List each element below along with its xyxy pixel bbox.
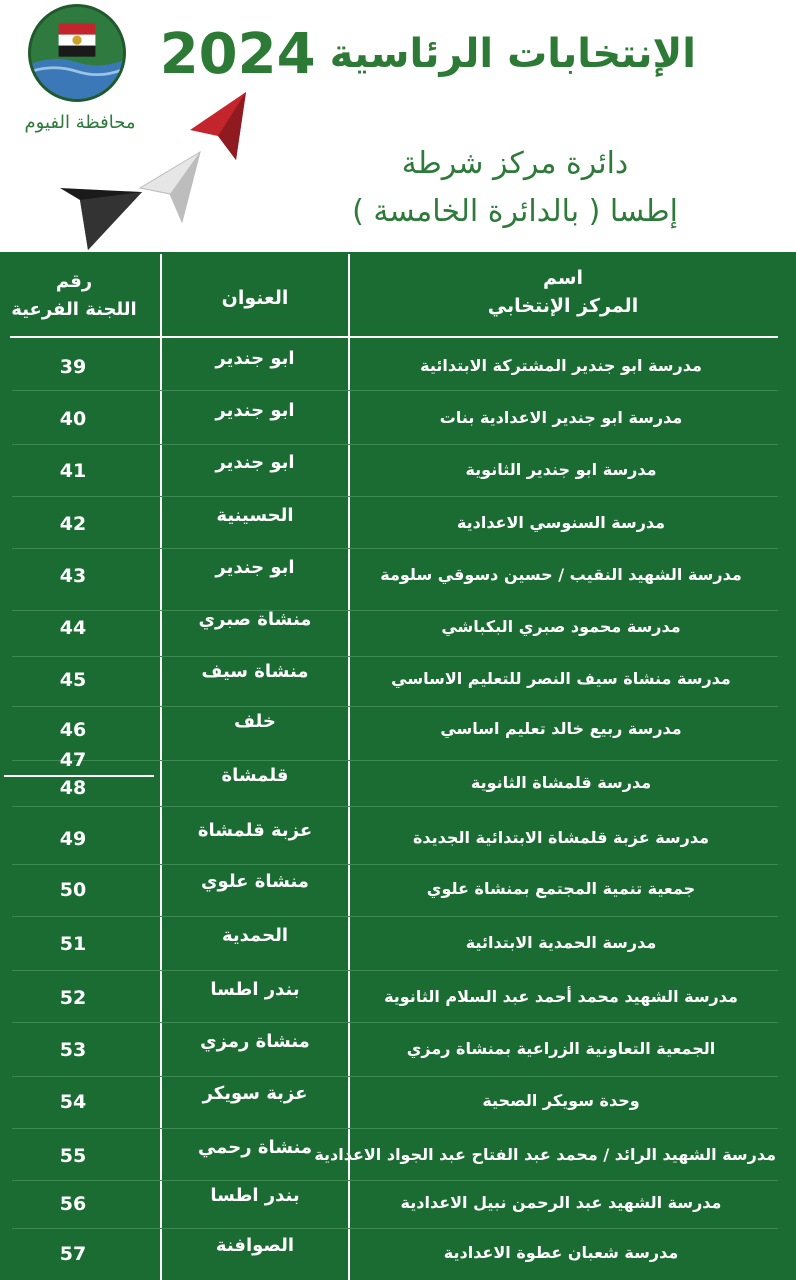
- column-header-name-line2: المركز الإنتخابي: [487, 295, 639, 317]
- station-name: مدرسة ابو جندير الثانوية: [465, 460, 657, 479]
- subcommittee-number: 50: [59, 879, 87, 901]
- station-address: خلف: [234, 711, 276, 732]
- station-name: مدرسة عزبة قلمشاة الابتدائية الجديدة: [412, 828, 709, 847]
- station-name: الجمعية التعاونية الزراعية بمنشاة رمزي: [406, 1039, 716, 1058]
- station-address: ابو جندير: [215, 348, 295, 369]
- row-separator: [12, 916, 778, 917]
- column-divider: [348, 254, 350, 336]
- subcommittee-number: 57: [59, 1243, 87, 1265]
- row-separator: [12, 444, 778, 445]
- subcommittee-number: 55: [59, 1145, 87, 1167]
- station-name: مدرسة السنوسي الاعدادية: [456, 513, 666, 532]
- column-header-name-line1: اسم: [542, 267, 584, 289]
- subcommittee-number: 39: [59, 356, 87, 378]
- row-separator: [12, 1228, 778, 1229]
- station-name: مدرسة الشهيد عبد الرحمن نبيل الاعدادية: [400, 1193, 722, 1212]
- row-separator: [12, 970, 778, 971]
- row-separator: [12, 806, 778, 807]
- station-name: وحدة سويكر الصحية: [482, 1091, 640, 1110]
- station-name: مدرسة الشهيد محمد أحمد عبد السلام الثانوية: [384, 987, 738, 1006]
- station-address: عزبة قلمشاة: [197, 820, 313, 841]
- subcommittee-number: 52: [59, 987, 87, 1009]
- subcommittee-number: 49: [59, 828, 87, 850]
- subcommittee-number: 48: [59, 777, 87, 799]
- subcommittee-number: 40: [59, 408, 87, 430]
- title-year: 2024: [159, 22, 316, 87]
- row-separator: [12, 496, 778, 497]
- subcommittee-number: 41: [59, 460, 87, 482]
- column-header-number-line1: رقم: [55, 271, 93, 292]
- station-address: منشاة علوي: [201, 871, 309, 892]
- station-name: مدرسة الشهيد الرائد / محمد عبد الفتاح عبد الجواد الاعدادية: [314, 1145, 776, 1164]
- column-header-number: [10, 268, 138, 324]
- column-header-address: العنوان: [221, 287, 289, 309]
- row-separator: [12, 1022, 778, 1023]
- station-address: منشاة صبري: [198, 609, 312, 630]
- column-header-name: [348, 264, 778, 320]
- subcommittee-number: 42: [59, 513, 87, 535]
- station-name: جمعية تنمية المجتمع بمنشاة علوي: [426, 879, 696, 898]
- station-name: مدرسة منشاة سيف النصر للتعليم الاساسي: [391, 669, 731, 688]
- subcommittee-number: 54: [59, 1091, 87, 1113]
- subcommittee-number: 45: [59, 669, 87, 691]
- row-separator: [12, 706, 778, 707]
- governorate-name: محافظة الفيوم: [24, 112, 136, 133]
- row-separator: [12, 864, 778, 865]
- station-name: مدرسة قلمشاة الثانوية: [470, 773, 652, 792]
- station-address: بندر اطسا: [210, 979, 300, 1000]
- station-address: الحمدية: [221, 925, 289, 946]
- page-title: [160, 22, 696, 87]
- station-address: قلمشاة: [221, 765, 289, 786]
- header-underline: [10, 336, 778, 338]
- station-name: مدرسة محمود صبري البكباشي: [441, 617, 681, 636]
- station-address: ابو جندير: [215, 400, 295, 421]
- subcommittee-number: 53: [59, 1039, 87, 1061]
- subcommittee-number: 51: [59, 933, 87, 955]
- station-name: مدرسة ابو جندير الاعدادية بنات: [439, 408, 683, 427]
- station-name: مدرسة الشهيد النقيب / حسين دسوقي سلومة: [380, 565, 742, 584]
- station-name: مدرسة ربيع خالد تعليم اساسي: [440, 719, 682, 738]
- station-address: ابو جندير: [215, 557, 295, 578]
- row-separator: [12, 390, 778, 391]
- district-line-2: إطسا ( بالدائرة الخامسة ): [352, 194, 678, 229]
- column-header-number-line2: اللجنة الفرعية: [11, 299, 137, 320]
- row-separator: [12, 760, 778, 761]
- station-address: عزبة سويكر: [202, 1083, 308, 1104]
- title-text: الإنتخابات الرئاسية: [329, 31, 696, 77]
- station-address: الصوافنة: [215, 1235, 295, 1256]
- station-address: الحسينية: [216, 505, 294, 526]
- station-name: مدرسة الحمدية الابتدائية: [465, 933, 657, 952]
- district-line-1: دائرة مركز شرطة: [401, 146, 629, 181]
- station-address: بندر اطسا: [210, 1185, 300, 1206]
- station-address: منشاة رحمي: [197, 1137, 313, 1158]
- row-separator: [12, 610, 778, 611]
- header: [0, 0, 796, 252]
- flag-arrows-icon: [60, 88, 250, 253]
- polling-stations-table: [0, 252, 796, 1280]
- row-separator: [12, 1076, 778, 1077]
- row-separator: [12, 548, 778, 549]
- governorate-emblem-icon: [31, 7, 123, 99]
- subcommittee-number: 56: [59, 1193, 87, 1215]
- station-address: منشاة رمزي: [200, 1031, 310, 1052]
- station-name: مدرسة ابو جندير المشتركة الابتدائية: [420, 356, 702, 375]
- district-heading: [352, 140, 678, 236]
- station-address: ابو جندير: [215, 452, 295, 473]
- row-separator: [12, 1180, 778, 1181]
- row-separator: [12, 656, 778, 657]
- station-name: مدرسة شعبان عطوة الاعدادية: [443, 1243, 679, 1262]
- subcommittee-number: 44: [59, 617, 87, 639]
- row-separator: [12, 1128, 778, 1129]
- subcommittee-number: 47: [59, 749, 87, 771]
- column-divider: [160, 254, 162, 336]
- subcommittee-number: 43: [59, 565, 87, 587]
- station-address: منشاة سيف: [201, 661, 309, 682]
- subcommittee-number: 46: [59, 719, 87, 741]
